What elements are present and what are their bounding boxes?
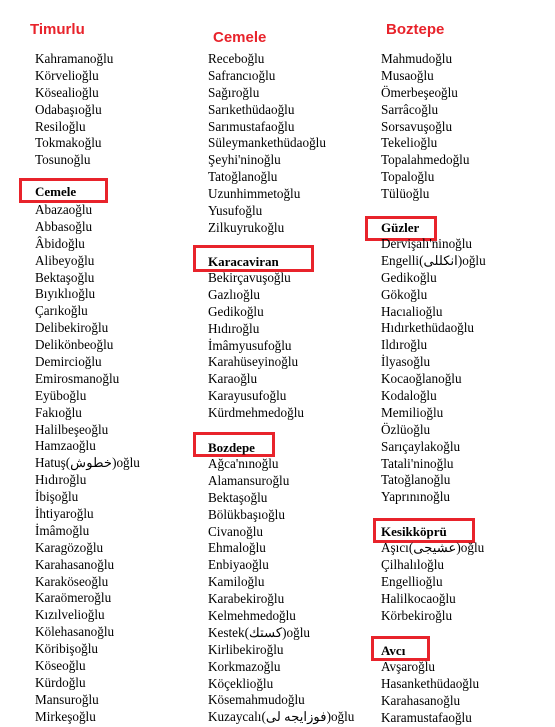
surname-item: Ömerbeşeoğlu [381,84,458,100]
surname-item: Çilhalıloğlu [381,556,445,572]
surname-item: Aşıcı(عشيجى)oğlu [381,540,485,555]
surname-item: Gökoğlu [381,286,428,302]
surname-item: Topalahmedoğlu [381,152,470,168]
surname-item: Hıdıroğlu [208,320,260,336]
surname-item: Odabaşıoğlu [35,101,102,117]
surname-list [381,236,486,506]
section-title-kesikkopru: Kesikköprü [381,524,447,539]
surname-item: Tatali'ninoğlu [381,455,454,471]
surname-item: Bıyıklıoğlu [35,286,96,302]
surname-item: Bekirçavuşoğlu [208,270,291,285]
surname-item: Tokmakoğlu [35,135,102,151]
surname-item: Gazlıoğlu [208,286,261,302]
surname-item: Civanoğlu [208,523,263,539]
surname-item: Kelmehmedoğlu [208,608,296,624]
surname-item: Abbasoğlu [35,218,93,234]
column-header-boztepe: Boztepe [386,21,445,38]
surname-item: Hatuş(خطوش)oğlu [35,455,140,471]
surname-item: Mahmudoğlu [381,51,453,66]
surname-item: Tosunoğlu [35,152,91,168]
surname-item: Sarıkethüdaoğlu [208,101,295,117]
surname-item: Tatoğlanoğlu [381,472,451,488]
surname-item: Uzunhimmetoğlu [208,186,301,202]
surname-item: Ildıroğlu [381,337,428,353]
surname-item: Kuzaycalı(فوزايجه لى)oğlu [208,709,355,725]
surname-item: Sorsavuşoğlu [381,118,453,134]
surname-item: Kahramanoğlu [35,51,114,66]
surname-item: Karaköseoğlu [35,573,109,589]
surname-item: Karahüseyinoğlu [208,354,299,370]
surname-list [381,659,479,727]
surname-item: Safrancıoğlu [208,67,276,83]
surname-item: Mansuroğlu [35,691,99,707]
surname-list [208,456,354,726]
surname-item: Kodaloğlu [381,388,437,404]
surname-list [208,270,304,422]
section-title-bozdepe: Bozdepe [208,440,255,455]
surname-item: Sarrâcoğlu [381,101,439,117]
column-header-cemele: Cemele [213,29,267,46]
surname-item: Kösealioğlu [35,84,99,100]
surname-item: Eyüboğlu [35,387,87,403]
surname-item: Ehmaloğlu [208,540,266,556]
surname-item: Şeyhi'ninoğlu [208,152,281,168]
surname-item: Karabekiroğlu [208,591,285,607]
surname-item: Âbidoğlu [35,235,85,251]
surname-item: Halilkocaoğlu [381,590,456,606]
surname-item: Receboğlu [208,51,265,66]
surname-item: Hıdırkethüdaoğlu [381,320,475,336]
surname-item: Mirkeşoğlu [35,708,96,724]
surname-item: Kölehasanoğlu [35,624,115,640]
surname-item: Karaömeroğlu [35,590,112,606]
surname-item: Korkmazoğlu [208,658,281,674]
surname-item: Delibekiroğlu [35,320,109,336]
surname-list [381,540,484,624]
surname-item: Sağıroğlu [208,84,260,100]
surname-item: Yusufoğlu [208,203,263,219]
surname-item: Zilkuyrukoğlu [208,219,285,235]
surname-item: Topaloğlu [381,169,435,185]
surname-item: Karamustafaoğlu [381,709,472,725]
surname-item: Gedikoğlu [208,303,264,319]
surname-item: Köseoğlu [35,658,86,674]
surname-item: Hıdıroğlu [35,472,87,488]
section-title-karacaviran: Karacaviran [208,254,279,269]
surname-item: Çarıkoğlu [35,303,88,319]
surname-item: İhtiyaroğlu [35,506,94,522]
surname-item: Alamansuroğlu [208,472,290,488]
surname-item: Körvelioğlu [35,67,99,83]
surname-item: Alibeyoğlu [35,252,95,268]
surname-item: Musaoğlu [381,67,434,83]
surname-item: Bektaşoğlu [35,269,95,285]
surname-item: İmâmyusufoğlu [208,337,292,353]
column-header-timurlu: Timurlu [30,21,85,38]
surname-item: Köçeklioğlu [208,675,274,691]
surname-item: Hasankethüdaoğlu [381,675,480,691]
surname-item: Dervişalı'ninoğlu [381,236,473,251]
surname-item: Kestek(كستك)oğlu [208,624,310,640]
surname-item: Kürdmehmedoğlu [208,405,304,421]
surname-item: Tekelioğlu [381,135,438,151]
surname-item: Hacıalioğlu [381,303,443,319]
surname-item: Gedikoğlu [381,269,437,285]
surname-item: Süleymankethüdaoğlu [208,135,326,151]
surname-item: Engellioğlu [381,573,443,589]
surname-item: Körbekiroğlu [381,607,453,623]
surname-list [35,202,140,726]
surname-item: Sarıçaylakoğlu [381,438,461,454]
surname-list [381,51,469,203]
surname-item: Kirlibekiroğlu [208,641,284,657]
surname-item: Kürdoğlu [35,674,86,690]
surname-item: Karahasanoğlu [35,556,115,572]
surname-item: Tülüoğlu [381,186,430,202]
surname-item: Kızılvelioğlu [35,607,105,623]
surname-item: Kamiloğlu [208,574,265,590]
surname-list [208,51,326,237]
surname-list [35,51,113,169]
surname-item: Karagözoğlu [35,539,104,555]
surname-item: Fakıoğlu [35,404,82,420]
surname-item: Karayusufoğlu [208,388,287,404]
surname-item: Hamzaoğlu [35,438,96,454]
surname-item: Özlüoğlu [381,421,431,437]
surname-item: Kocaoğlanoğlu [381,371,462,387]
section-title-guzler: Güzler [381,220,420,235]
surname-item: Yaprınınoğlu [381,489,451,505]
surname-item: Avşaroğlu [381,659,435,674]
surname-item: Köribişoğlu [35,641,99,657]
surname-item: Memilioğlu [381,404,444,420]
surname-item: Abazaoğlu [35,202,93,217]
section-title-avci: Avcı [381,643,406,658]
surname-item: Bölükbaşıoğlu [208,506,285,522]
surname-item: Karahasanoğlu [381,692,461,708]
surname-item: Kösemahmudoğlu [208,692,305,708]
surname-item: Karaoğlu [208,371,258,387]
surname-item: Resiloğlu [35,118,86,134]
surname-item: Emirosmanoğlu [35,370,120,386]
surname-item: Engelli(انكللى)oğlu [381,252,486,268]
surname-item: Sarımustafaoğlu [208,118,295,134]
section-title-cemele: Cemele [35,184,77,199]
surname-item: İbişoğlu [35,489,79,505]
surname-item: Ağca'nınoğlu [208,456,279,471]
surname-item: Tatoğlanoğlu [208,169,278,185]
surname-item: Demircioğlu [35,354,102,370]
surname-item: Halilbeşeoğlu [35,421,109,437]
surname-item: Enbiyaoğlu [208,557,269,573]
surname-item: Bektaşoğlu [208,489,268,505]
surname-item: İmâmoğlu [35,522,90,538]
surname-item: Delikönbeoğlu [35,337,114,353]
surname-item: İlyasoğlu [381,354,431,370]
